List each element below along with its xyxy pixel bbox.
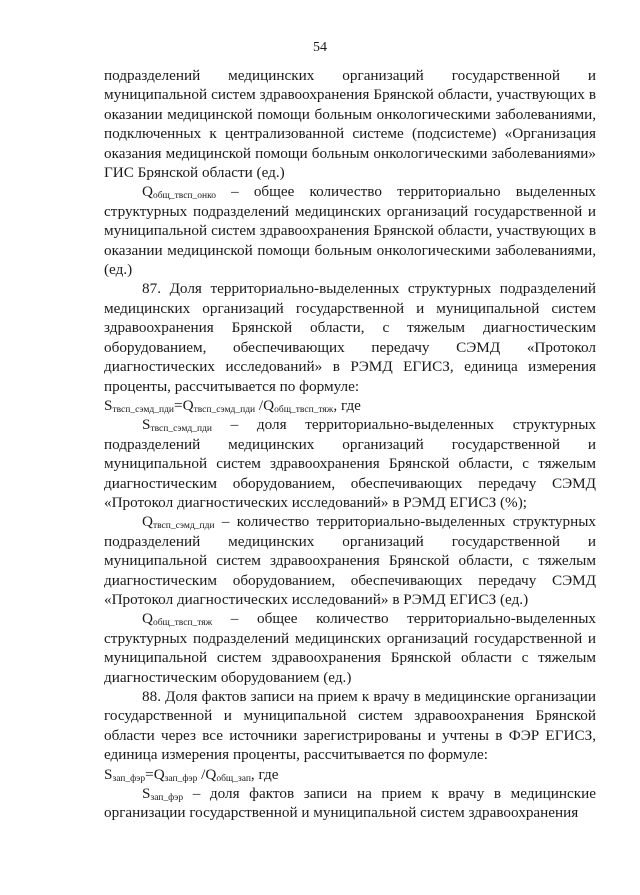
subscript: общ_твсп_тяж [152, 618, 213, 629]
definition-q-tvsp [104, 512, 596, 609]
definition-s-tvsp [104, 415, 596, 512]
formula-lhs: S [104, 396, 113, 414]
formula-lhs-sub: зап_фэр [112, 773, 146, 784]
formula-88 [104, 765, 596, 784]
definition-text: – доля фактов записи на прием к врачу в медицинские организации государственной и муниципальной систем здравоохранения [104, 785, 596, 822]
subscript: общ_твсп_онко [152, 191, 216, 202]
formula-lhs: S [104, 765, 113, 783]
symbol: S [142, 785, 151, 803]
page-number: 54 [313, 40, 327, 55]
symbol: Q [142, 183, 153, 201]
symbol: Q [142, 610, 153, 628]
symbol: S [142, 416, 151, 434]
definition-text: – общее количество территориально выделенных структурных подразделений медицинских организаций государственной и муниципальной систем здравоохранения Брянской области, участвующих в оказании медицинской помощи больным онкологическими заболеваниями, (ед.) [104, 183, 596, 279]
subscript: твсп_сэмд_пди [150, 424, 213, 435]
formula-slash: / [197, 765, 206, 783]
definition-text: – общее количество территориально-выделенных структурных подразделений медицинских организаций государственной и муниципальной систем здравоохранения Брянской области с тяжелым диагностическим оборудованием (ед.) [104, 610, 596, 686]
formula-87 [104, 396, 596, 415]
formula-num-sub: твсп_сэмд_пди [193, 404, 256, 415]
formula-den-sub: общ_зап [216, 773, 251, 784]
definition-text: – количество территориально-выделенных структурных подразделений медицинских организаций государственной и муниципальной систем здравоохранения Брянской области, с тяжелым диагностическим оборудованием, обеспечивающих передачу СЭМД «Протокол диагностических исследований» в РЭМД ЕГИСЗ (ед.) [104, 513, 596, 608]
formula-eq: = [174, 396, 183, 414]
formula-lhs-sub: твсп_сэмд_пди [112, 404, 175, 415]
formula-tail: , где [250, 765, 279, 783]
formula-num: Q [153, 765, 165, 783]
formula-den-sub: общ_твсп_тяж [274, 404, 334, 415]
formula-den: Q [205, 765, 217, 783]
formula-tail: , где [333, 396, 361, 414]
item-88-paragraph: 88. Доля фактов записи на прием к врачу в медицинские организации государственной и муниципальной систем здравоохранения Брянской области через все источники зарегистрированы и учтены в ФЭР ЕГИСЗ, единица измерения проценты, рассчитывается по формуле: [104, 688, 596, 764]
formula-num-sub: зап_фэр [164, 773, 198, 784]
continuation-paragraph: подразделений медицинских организаций государственной и муниципальной систем здравоохранения Брянской области, участвующих в оказании медицинской помощи больным онкологическими заболеваниями, подключенных к централизованной системе (подсистеме) «Организация оказания медицинской помощи больным онкологическими заболеваниями» ГИС Брянской области (ед.) [104, 67, 596, 182]
page-content [104, 66, 596, 823]
symbol: Q [142, 513, 153, 531]
formula-slash: / [255, 396, 264, 414]
definition-s-zap [104, 784, 596, 823]
item-87-paragraph: 87. Доля территориально-выделенных структурных подразделений медицинских организаций государственной и муниципальной систем здравоохранения Брянской области, с тяжелым диагностическим оборудованием, обеспечивающих передачу СЭМД «Протокол диагностических исследований» в РЭМД ЕГИСЗ, единица измерения проценты, рассчитывается по формуле: [104, 280, 596, 395]
subscript: твсп_сэмд_пди [152, 521, 215, 532]
definition-text: – доля территориально-выделенных структурных подразделений медицинских организаций государственной и муниципальной систем здравоохранения Брянской области, с тяжелым диагностическим оборудованием, обеспечивающих передачу СЭМД «Протокол диагностических исследований» в РЭМД ЕГИСЗ (%); [104, 416, 596, 511]
definition-q-obsch-tyazh [104, 609, 596, 687]
subscript: зап_фэр [150, 793, 184, 804]
formula-num: Q [182, 396, 194, 414]
formula-eq: = [145, 765, 154, 783]
definition-q-onko [104, 182, 596, 279]
formula-den: Q [263, 396, 275, 414]
